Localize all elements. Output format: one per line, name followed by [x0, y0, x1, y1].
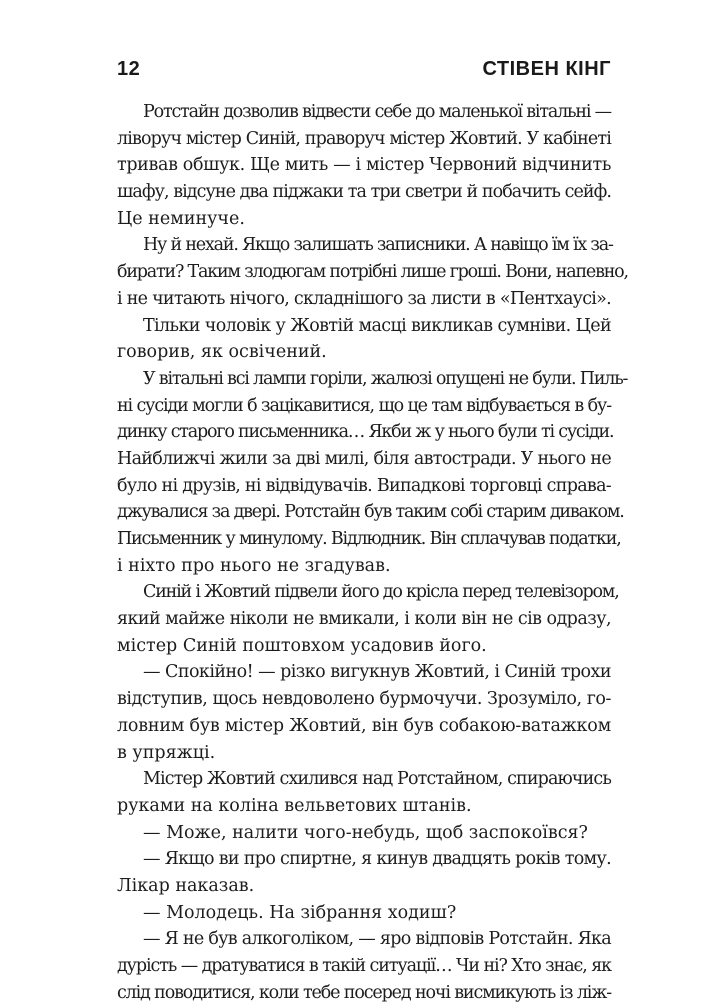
text-line: було ні друзів, ні відвідувачів. Випадкові торговці справа- [117, 475, 612, 496]
text-line: — Спокійно! — різко вигукнув Жовтий, і Синій трохи [143, 662, 611, 683]
text-line: і не читають нічого, складнішого за листи в «Пентхаусі». [117, 288, 611, 309]
paragraph [117, 659, 611, 766]
paragraph [117, 313, 611, 366]
text-line: Містер Жовтий схилився над Ротстайном, спираючись [143, 769, 611, 790]
paragraph [117, 846, 611, 899]
text-line: — Я не був алкоголіком, — яро відповів Ротстайн. Яка [143, 929, 611, 950]
text-line: ні сусіди могли б зацікавитися, що це там відбувається в бу- [117, 395, 612, 416]
text-line: і ніхто про нього не згадував. [117, 555, 391, 576]
paragraph [117, 900, 611, 927]
text-line: Лікар наказав. [117, 875, 255, 896]
text-line: Письменник у минулому. Відлюдник. Він сплачував податки, [117, 529, 621, 549]
text-line: говорив, як освічений. [117, 342, 327, 363]
paragraph [117, 99, 611, 232]
text-line: Це неминуче. [117, 208, 245, 229]
text-line: Ротстайн дозволив відвести себе до маленької вітальні — [143, 102, 612, 122]
text-line: в упряжці. [117, 742, 216, 763]
paragraph [117, 366, 628, 580]
paragraph [117, 820, 611, 847]
text-line: У вітальні всі лампи горіли, жалюзі опущені не були. Пиль- [143, 368, 628, 389]
text-line: бирати? Таким злодюгам потрібні лише гроші. Вони, напевно, [117, 262, 628, 283]
paragraph [117, 926, 611, 1006]
text-line: відступив, щось невдоволено бурмочучи. Зрозуміло, го- [117, 689, 611, 710]
text-line: тривав обшук. Ще мить — і містер Червоний відчинить [117, 155, 611, 176]
text-line: Синій і Жовтий підвели його до крісла перед телевізором, [143, 582, 619, 603]
text-line: — Молодець. На зібрання ходиш? [143, 902, 457, 923]
text-line: руками на коліна вельветових штанів. [117, 795, 472, 816]
running-head-author: СТІВЕН КІНГ [482, 58, 611, 80]
text-line: шафу, відсуне два піджаки та три светри й побачить сейф. [117, 182, 612, 203]
paragraph [117, 232, 628, 312]
text-line: динку старого письменника… Якби ж у нього були ті сусіди. [117, 422, 614, 443]
page-header [117, 58, 611, 84]
text-line: джувалися за двері. Ротстайн був таким собі старим диваком. [117, 502, 624, 523]
text-line: Ну й нехай. Якщо залишать записники. А навіщо їм їх за- [143, 235, 613, 256]
paragraph [117, 579, 619, 659]
body-text [117, 99, 628, 1006]
text-line: ловним був містер Жовтий, він був собакою-ватажком [117, 715, 611, 736]
text-line: дурість — дратуватися в такій ситуації… Чи ні? Хто знає, як [117, 956, 611, 976]
text-line: який майже ніколи не вмикали, і коли він не сів одразу, [117, 609, 611, 630]
text-line: — Може, налити чого-небудь, щоб заспокоївся? [143, 822, 588, 843]
text-line: містер Синій поштовхом усадовив його. [117, 635, 487, 656]
paragraph [117, 766, 611, 819]
text-line: Найближчі жили за дві милі, біля автостради. У нього не [117, 448, 611, 469]
text-line: слід поводитися, коли тебе посеред ночі висмикують із ліж- [117, 982, 612, 1003]
text-line: Тільки чоловік у Жовтій масці викликав сумніви. Цей [143, 315, 612, 336]
text-line: ліворуч містер Синій, праворуч містер Жовтий. У кабінеті [117, 128, 611, 149]
text-line: — Якщо ви про спиртне, я кинув двадцять років тому. [143, 849, 611, 870]
page-number: 12 [117, 58, 141, 80]
